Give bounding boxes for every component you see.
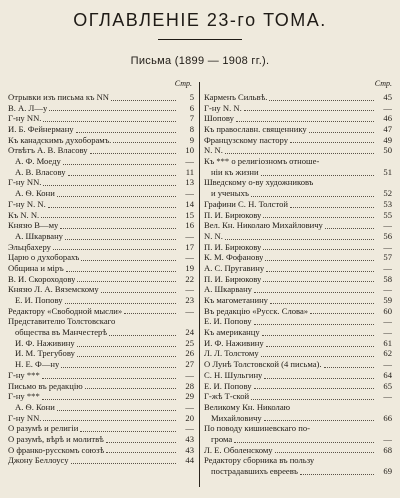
dot-leader <box>262 335 374 336</box>
toc-entry <box>204 370 392 381</box>
toc-entry-title: И. М. Трегубову <box>15 348 75 359</box>
toc-entry-title: По поводу кишиневскаго по- <box>204 423 311 434</box>
toc-entry-page: 19 <box>185 263 194 273</box>
dot-leader <box>49 110 176 111</box>
toc-entry-title: Община и міръ <box>8 263 64 273</box>
toc-entry-page: 66 <box>383 412 392 423</box>
toc-entry-title: Эльцбахеру <box>8 241 51 252</box>
toc-entry-title: В. И. Скороходову <box>8 273 76 284</box>
toc-entry <box>8 284 194 295</box>
toc-entry-title: А. Ѳ. Кони <box>15 188 55 199</box>
dot-leader <box>225 239 374 240</box>
toc-entry-page: 24 <box>185 327 194 338</box>
toc-entry-title: Представителю Толстовскаго <box>8 316 116 327</box>
dot-leader <box>266 346 374 347</box>
toc-entry-page: 27 <box>185 359 194 370</box>
toc-entry-title: Къ американцу <box>204 327 260 338</box>
dot-leader <box>76 132 176 133</box>
toc-entry <box>8 188 194 199</box>
toc-entry <box>204 199 392 210</box>
toc-entry-page: — <box>185 188 194 199</box>
toc-entry-page: 60 <box>383 305 392 316</box>
toc-entry-title: Шопову <box>204 113 234 124</box>
toc-entry <box>204 242 392 253</box>
toc-entry <box>8 413 194 424</box>
toc-entry <box>8 359 194 370</box>
dot-leader <box>310 313 374 314</box>
toc-entry <box>8 327 194 338</box>
dot-leader <box>264 378 374 379</box>
toc-entry-page: 64 <box>383 369 392 380</box>
toc-entry-title: Вел. Кн. Николаю Михайловичу <box>204 220 323 231</box>
toc-entry-page: 11 <box>185 166 194 177</box>
toc-entry-title: Г-ну NN. <box>8 113 42 124</box>
toc-entry-title: Карменъ Сильвѣ. <box>204 92 268 102</box>
toc-entry-page: 51 <box>383 166 392 177</box>
toc-entry-page: — <box>383 359 392 370</box>
toc-entry <box>204 274 392 285</box>
toc-entry-page: — <box>383 434 392 444</box>
dot-leader <box>251 196 374 197</box>
dot-leader <box>90 153 176 154</box>
toc-entry-page: 6 <box>189 102 194 113</box>
left-toc-column <box>8 92 194 466</box>
toc-entry-title: Къ *** о религіозномъ отноше- <box>204 156 320 167</box>
toc-entry-page: 14 <box>185 198 194 209</box>
toc-entry-title: П. И. Бирюкову <box>204 241 262 252</box>
toc-entry-page: 68 <box>383 444 392 455</box>
toc-entry <box>8 391 194 402</box>
toc-entry-title: Е. И. Попову <box>204 380 252 391</box>
dot-leader <box>254 388 374 389</box>
toc-entry <box>204 92 392 103</box>
toc-entry-page: 43 <box>185 434 194 444</box>
toc-entry-page: 23 <box>185 295 194 306</box>
toc-entry <box>204 413 392 424</box>
toc-entry-page: 26 <box>185 348 194 359</box>
toc-entry <box>8 455 194 466</box>
toc-entry <box>8 199 194 210</box>
toc-entry <box>8 316 194 327</box>
toc-entry-page: 59 <box>383 295 392 306</box>
page-subtitle: Письма (1899 — 1908 гг.). <box>130 55 270 67</box>
toc-entry <box>8 306 194 317</box>
toc-entry-title: Великому Кн. Николаю <box>204 401 291 412</box>
toc-entry <box>204 359 392 370</box>
toc-entry <box>8 178 194 189</box>
toc-entry-title: П. И. Бирюкову <box>204 273 262 284</box>
toc-entry <box>204 327 392 338</box>
toc-entry <box>8 434 194 445</box>
toc-entry-page: 69 <box>383 466 392 477</box>
toc-entry-title: Французскому пастору <box>204 134 289 145</box>
dot-leader <box>244 110 374 111</box>
toc-entry <box>204 188 392 199</box>
dot-leader <box>265 260 374 261</box>
toc-entry <box>204 252 392 263</box>
toc-entry-title: грома <box>211 434 233 444</box>
toc-entry-title: Къ N. N. <box>8 209 40 220</box>
toc-entry-title: С. Н. Шульгину <box>204 369 263 380</box>
toc-entry-page: — <box>185 156 194 167</box>
dot-leader <box>290 142 374 143</box>
toc-entry-title: А. Ѳ. Кони <box>15 401 55 412</box>
toc-entry <box>204 113 392 124</box>
dot-leader <box>57 410 176 411</box>
dot-leader <box>113 142 176 143</box>
dot-leader <box>270 303 374 304</box>
dot-leader <box>275 452 374 453</box>
toc-entry-title: Къ православн. священнику <box>204 124 307 135</box>
toc-entry <box>204 316 392 327</box>
toc-entry-page: 29 <box>185 391 194 402</box>
toc-entry-title: Письмо въ редакцію <box>8 380 83 391</box>
dot-leader <box>65 239 176 240</box>
toc-entry <box>204 306 392 317</box>
toc-entry <box>8 242 194 253</box>
column-divider <box>199 82 200 487</box>
toc-entry-title: общества въ Манчестерѣ <box>15 327 107 338</box>
dot-leader <box>68 175 176 176</box>
dot-leader <box>65 303 176 304</box>
toc-entry-page: — <box>383 102 392 113</box>
dot-leader <box>263 249 374 250</box>
toc-entry <box>204 295 392 306</box>
dot-leader <box>263 281 374 282</box>
toc-entry <box>204 135 392 146</box>
toc-entry-title: пострадавшихъ евреевъ <box>211 466 299 477</box>
toc-entry-title: Г-ну N. N. <box>204 102 242 113</box>
toc-entry-page: 9 <box>189 134 194 145</box>
toc-entry <box>204 466 392 477</box>
dot-leader <box>236 121 374 122</box>
toc-entry <box>204 391 392 402</box>
dot-leader <box>77 281 176 282</box>
toc-entry <box>8 145 194 156</box>
dot-leader <box>109 335 176 336</box>
dot-leader <box>251 399 374 400</box>
toc-entry-page: 61 <box>383 337 392 348</box>
toc-entry-page: 55 <box>383 209 392 220</box>
dot-leader <box>60 228 176 229</box>
toc-entry-page: 47 <box>383 124 392 135</box>
toc-entry <box>8 338 194 349</box>
toc-entry-title: Отрывки изъ письма къ NN <box>8 92 110 102</box>
toc-entry <box>8 210 194 221</box>
right-page-header: Стр. <box>374 79 392 88</box>
toc-entry-page: — <box>185 252 194 263</box>
dot-leader <box>43 420 176 421</box>
toc-entry-title: О франко-русскомъ союзѣ <box>8 444 105 455</box>
toc-entry-page: — <box>383 316 392 327</box>
toc-entry-page: 5 <box>189 92 194 102</box>
toc-entry <box>8 231 194 242</box>
toc-entry <box>8 220 194 231</box>
dot-leader <box>324 367 374 368</box>
toc-entry-page: 28 <box>185 380 194 391</box>
toc-entry-page: 52 <box>383 188 392 199</box>
toc-entry-page: 50 <box>383 145 392 156</box>
toc-entry-page: 20 <box>185 412 194 423</box>
toc-entry-page: — <box>383 220 392 231</box>
toc-entry <box>204 124 392 135</box>
dot-leader <box>106 452 176 453</box>
toc-entry-page: — <box>383 241 392 252</box>
toc-entry-title: Редактору сборника въ пользу <box>204 455 315 466</box>
toc-entry <box>204 455 392 466</box>
toc-entry-title: ніи къ жизни <box>211 166 259 177</box>
toc-entry-title: В. А. Л—у <box>8 102 48 113</box>
toc-entry-title: N. N. <box>204 145 223 156</box>
toc-entry-page: — <box>383 391 392 402</box>
toc-entry-page: 58 <box>383 273 392 284</box>
toc-entry <box>8 252 194 263</box>
toc-entry-page: 16 <box>185 220 194 231</box>
toc-entry <box>204 210 392 221</box>
toc-entry <box>204 145 392 156</box>
dot-leader <box>80 431 176 432</box>
toc-entry-title: К. М. Фофанову <box>204 252 264 263</box>
dot-leader <box>42 399 176 400</box>
toc-entry <box>204 445 392 456</box>
toc-entry-title: Е. И. Попову <box>15 295 63 306</box>
toc-entry-title: А. С. Пругавину <box>204 263 265 273</box>
toc-entry-page: 43 <box>185 444 194 455</box>
toc-entry <box>8 113 194 124</box>
dot-leader <box>85 388 176 389</box>
toc-entry-title: А. В. Власову <box>15 166 66 177</box>
toc-entry-title: Н. Е. Ф—ну <box>15 359 60 370</box>
dot-leader <box>263 217 374 218</box>
toc-entry-title: Г-ну NN. <box>8 177 42 188</box>
toc-entry-page: 57 <box>383 252 392 263</box>
toc-entry-title: А. Шкарвану <box>15 230 63 241</box>
toc-entry <box>204 284 392 295</box>
toc-entry-page: 22 <box>185 273 194 284</box>
toc-entry <box>204 156 392 167</box>
dot-leader <box>77 346 176 347</box>
toc-entry <box>8 263 194 274</box>
toc-entry <box>8 402 194 413</box>
toc-entry-title: Князю Л. А. Вяземскому <box>8 284 99 295</box>
toc-entry-title: Царю о духоборахъ <box>8 252 80 263</box>
dot-leader <box>325 228 374 229</box>
toc-entry-page: — <box>185 305 194 316</box>
dot-leader <box>254 324 374 325</box>
toc-entry-title: О разумѣ, вѣрѣ и молитвѣ <box>8 434 104 444</box>
title-rule <box>158 39 242 40</box>
dot-leader <box>48 207 176 208</box>
toc-entry <box>204 263 392 274</box>
toc-entry <box>8 124 194 135</box>
right-toc-column <box>204 92 392 477</box>
toc-entry <box>204 220 392 231</box>
toc-entry <box>204 434 392 445</box>
dot-leader <box>81 260 176 261</box>
toc-entry <box>8 135 194 146</box>
toc-entry-page: — <box>185 284 194 295</box>
toc-entry-page: 15 <box>185 209 194 220</box>
toc-entry-title: Г-ну *** <box>8 391 40 402</box>
toc-entry-page: 56 <box>383 230 392 241</box>
toc-entry <box>8 381 194 392</box>
toc-entry-title: Графини С. Н. Толстой <box>204 198 289 209</box>
dot-leader <box>300 474 374 475</box>
toc-entry <box>8 103 194 114</box>
toc-entry-page: 10 <box>185 145 194 156</box>
toc-entry <box>8 92 194 103</box>
toc-entry <box>204 178 392 189</box>
toc-entry-title: Князю В—му <box>8 220 59 231</box>
toc-entry <box>8 445 194 456</box>
toc-entry-page: — <box>185 230 194 241</box>
toc-entry-page: 17 <box>185 241 194 252</box>
toc-entry-page: — <box>383 284 392 295</box>
toc-entry-page: 25 <box>185 337 194 348</box>
dot-leader <box>309 132 374 133</box>
toc-entry-title: Въ редакцію «Русск. Слова» <box>204 305 309 316</box>
toc-entry-title: О Лунѣ Толстовской (4 письма). <box>204 359 322 370</box>
toc-entry-page: 13 <box>185 177 194 188</box>
toc-entry-page: 45 <box>383 92 392 102</box>
toc-entry-title: и ученыхъ <box>211 188 249 199</box>
toc-entry <box>204 402 392 413</box>
toc-entry-title: Л. Л. Толстому <box>204 348 259 359</box>
dot-leader <box>61 367 176 368</box>
toc-entry <box>204 338 392 349</box>
toc-entry-page: — <box>383 327 392 338</box>
toc-entry-title: Л. Е. Оболенскому <box>204 444 273 455</box>
toc-entry-title: Г-ну NN. <box>8 412 42 423</box>
toc-entry-title: П. И. Бирюкову <box>204 209 262 220</box>
toc-entry-page: — <box>185 369 194 380</box>
toc-entry-title: Михайловичу <box>211 412 262 423</box>
toc-entry <box>8 423 194 434</box>
dot-leader <box>101 292 176 293</box>
toc-entry-title: Джону Беллоусу <box>8 455 69 466</box>
dot-leader <box>261 175 374 176</box>
toc-entry-page: 62 <box>383 348 392 359</box>
dot-leader <box>106 442 176 443</box>
toc-entry-title: О разумѣ и религіи <box>8 423 79 434</box>
dot-leader <box>111 100 176 101</box>
dot-leader <box>234 442 374 443</box>
toc-entry-page: 65 <box>383 380 392 391</box>
toc-entry-title: N. N. <box>204 230 223 241</box>
dot-leader <box>77 356 176 357</box>
toc-entry-title: Къ магометанину <box>204 295 268 306</box>
toc-entry <box>8 370 194 381</box>
toc-entry-title: И. Б. Фейнерману <box>8 124 74 135</box>
toc-entry <box>204 423 392 434</box>
toc-entry-page: — <box>383 263 392 273</box>
toc-entry-page: — <box>185 423 194 434</box>
toc-entry <box>204 167 392 178</box>
toc-entry-title: Отвѣтъ А. В. Власову <box>8 145 88 156</box>
toc-entry-title: Г-жѣ Т-ской <box>204 391 250 402</box>
dot-leader <box>66 271 176 272</box>
dot-leader <box>57 196 176 197</box>
toc-entry-title: Редактору «Свободной мысли» <box>8 305 123 316</box>
toc-entry-title: И. Ф. Наживину <box>15 337 75 348</box>
dot-leader <box>264 420 374 421</box>
dot-leader <box>41 217 176 218</box>
toc-entry-page: — <box>185 401 194 412</box>
toc-entry <box>8 295 194 306</box>
toc-entry-title: А. Шкарвану <box>204 284 252 295</box>
toc-entry <box>204 349 392 360</box>
toc-entry <box>8 349 194 360</box>
toc-entry-page: 49 <box>383 134 392 145</box>
dot-leader <box>124 313 176 314</box>
dot-leader <box>290 207 374 208</box>
toc-entry-title: Г-ну *** <box>8 369 40 380</box>
dot-leader <box>269 100 374 101</box>
toc-entry-title: И. Ф. Наживину <box>204 337 264 348</box>
dot-leader <box>53 249 176 250</box>
dot-leader <box>261 356 374 357</box>
toc-entry-page: 46 <box>383 113 392 124</box>
page-title: ОГЛАВЛЕНІЕ 23-го ТОМА. <box>73 10 327 30</box>
dot-leader <box>43 121 176 122</box>
toc-entry <box>8 167 194 178</box>
toc-entry <box>8 274 194 285</box>
toc-entry-page: 8 <box>189 124 194 135</box>
toc-entry-title: Г-ну N. N. <box>8 198 46 209</box>
dot-leader <box>225 153 374 154</box>
dot-leader <box>266 271 374 272</box>
toc-entry-title: Шведскому о-ву художниковъ <box>204 177 314 188</box>
dot-leader <box>63 164 176 165</box>
toc-entry-title: Къ канадскимъ духоборамъ. <box>8 134 112 145</box>
toc-entry <box>204 103 392 114</box>
toc-entry-page: 7 <box>189 113 194 124</box>
toc-entry-page: 44 <box>185 455 194 466</box>
toc-entry <box>204 381 392 392</box>
dot-leader <box>43 185 176 186</box>
left-page-header: Стр. <box>174 79 192 88</box>
dot-leader <box>42 378 176 379</box>
toc-entry-title: А. Ф. Моеду <box>15 156 61 167</box>
toc-entry <box>8 156 194 167</box>
toc-entry <box>204 231 392 242</box>
dot-leader <box>71 463 176 464</box>
toc-entry-page: 53 <box>383 198 392 209</box>
dot-leader <box>254 292 374 293</box>
toc-entry-title: Е. И. Попову <box>204 316 252 327</box>
